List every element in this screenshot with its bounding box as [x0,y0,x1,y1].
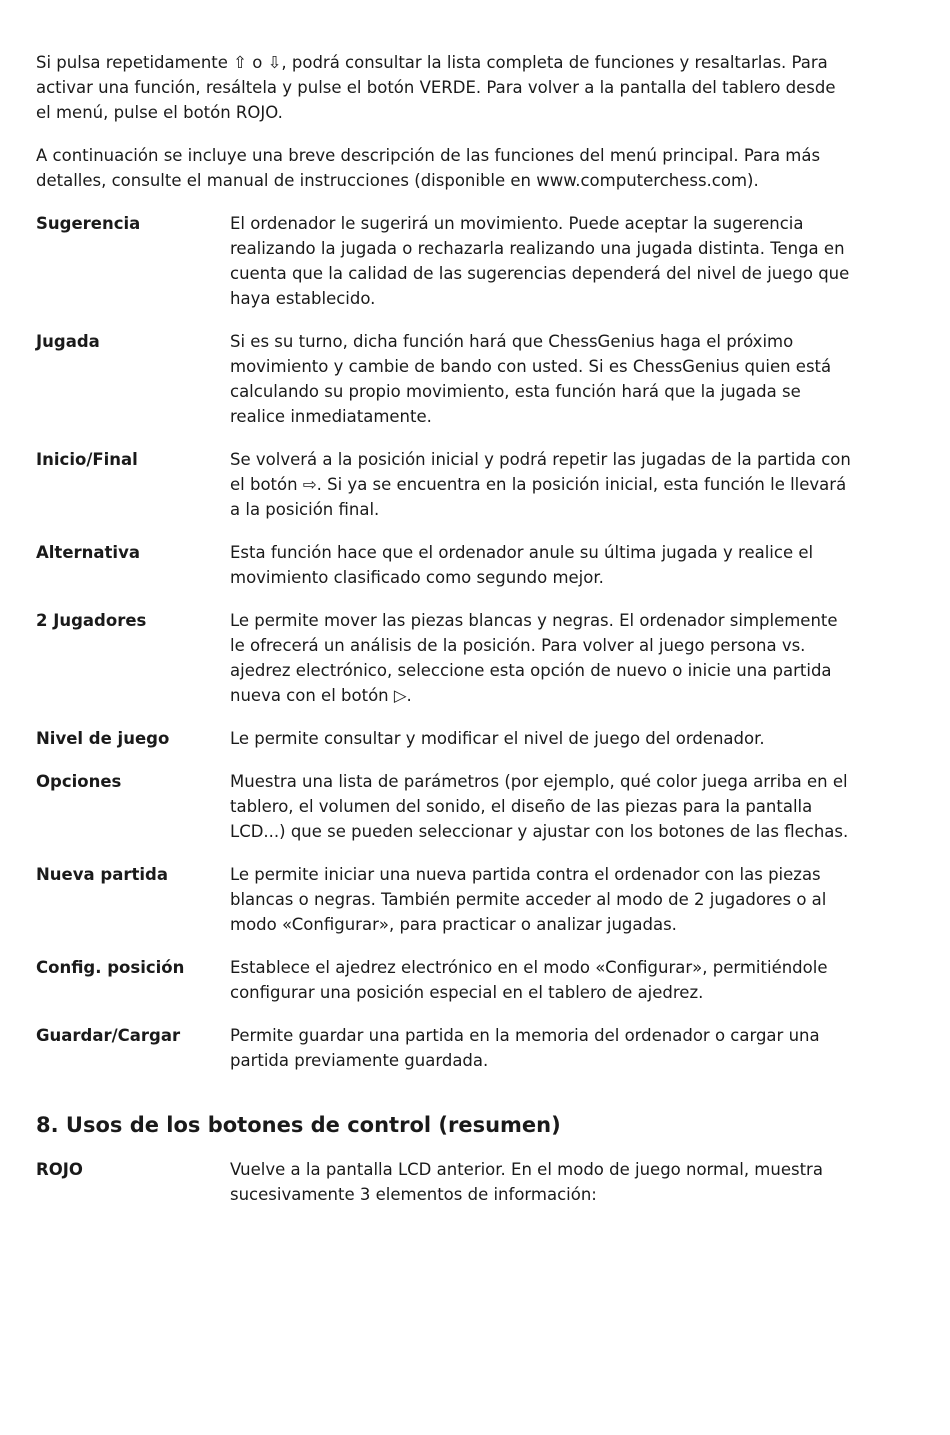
function-term: Inicio/Final [36,450,138,469]
function-row-guardar-cargar [36,1023,852,1073]
function-term: Jugada [36,332,100,351]
function-row-nueva-partida [36,862,852,937]
function-row-jugada [36,329,852,429]
function-term: Config. posición [36,958,185,977]
function-term: Alternativa [36,543,140,562]
function-description: Le permite mover las piezas blancas y negras. El ordenador simplemente le ofrecerá un análisis de la posición. Para volver al juego persona vs. ajedrez electrónico, seleccione esta opción de nuevo o inicie una partida nueva con el botón ▷. [230,611,838,705]
function-term: Guardar/Cargar [36,1026,181,1045]
function-row-alternativa [36,540,852,590]
intro-paragraph-2: A continuación se incluye una breve descripción de las funciones del menú principal. Para más detalles, consulte el manual de instrucciones (disponible en www.computerchess.com). [36,146,821,190]
function-term: 2 Jugadores [36,611,147,630]
function-description: Le permite consultar y modificar el nivel de juego del ordenador. [230,729,765,748]
function-description: El ordenador le sugerirá un movimiento. Puede aceptar la sugerencia realizando la jugada o rechazarla realizando una jugada distinta. Tenga en cuenta que la calidad de las sugerencias dependerá del nivel de juego que haya establecido. [230,214,850,308]
function-description: Establece el ajedrez electrónico en el modo «Configurar», permitiéndole configurar una posición especial en el tablero de ajedrez. [230,958,828,1002]
function-description: Le permite iniciar una nueva partida contra el ordenador con las piezas blancas o negras. También permite acceder al modo de 2 jugadores o al modo «Configurar», para practicar o analizar jugadas. [230,865,827,934]
function-row-sugerencia [36,211,852,311]
manual-page [36,50,852,1225]
function-description: Si es su turno, dicha función hará que ChessGenius haga el próximo movimiento y cambie de bando con usted. Si es ChessGenius quien está calculando su propio movimiento, esta función hará que la jugada se realice inmediatamente. [230,332,832,426]
function-term: Nueva partida [36,865,168,884]
function-row-nivel-de-juego [36,726,852,751]
function-list [36,211,852,1073]
function-row-inicio-final [36,447,852,522]
function-row-config-posicion [36,955,852,1005]
function-term: Nivel de juego [36,729,170,748]
intro-paragraph-1: Si pulsa repetidamente ⇧ o ⇩, podrá consultar la lista completa de funciones y resaltarlas. Para activar una función, resáltela y pulse el botón VERDE. Para volver a la pantalla del tablero desde el menú, pulse el botón ROJO. [36,53,836,122]
function-description: Muestra una lista de parámetros (por ejemplo, qué color juega arriba en el tablero, el volumen del sonido, el diseño de las piezas para la pantalla LCD...) que se pueden seleccionar y ajustar con los botones de las flechas. [230,772,849,841]
function-description: Se volverá a la posición inicial y podrá repetir las jugadas de la partida con el botón ⇨. Si ya se encuentra en la posición inicial, esta función le llevará a la posición final. [230,450,851,519]
control-button-list [36,1157,852,1207]
section-heading: 8. Usos de los botones de control (resumen) [36,1113,561,1137]
function-description: Permite guardar una partida en la memoria del ordenador o cargar una partida previamente guardada. [230,1026,820,1070]
control-term: ROJO [36,1160,83,1179]
control-description: Vuelve a la pantalla LCD anterior. En el modo de juego normal, muestra sucesivamente 3 elementos de información: [230,1160,823,1204]
function-description: Esta función hace que el ordenador anule su última jugada y realice el movimiento clasificado como segundo mejor. [230,543,814,587]
function-term: Opciones [36,772,122,791]
function-term: Sugerencia [36,214,141,233]
function-row-opciones [36,769,852,844]
function-row-2-jugadores [36,608,852,708]
control-row-rojo [36,1157,852,1207]
